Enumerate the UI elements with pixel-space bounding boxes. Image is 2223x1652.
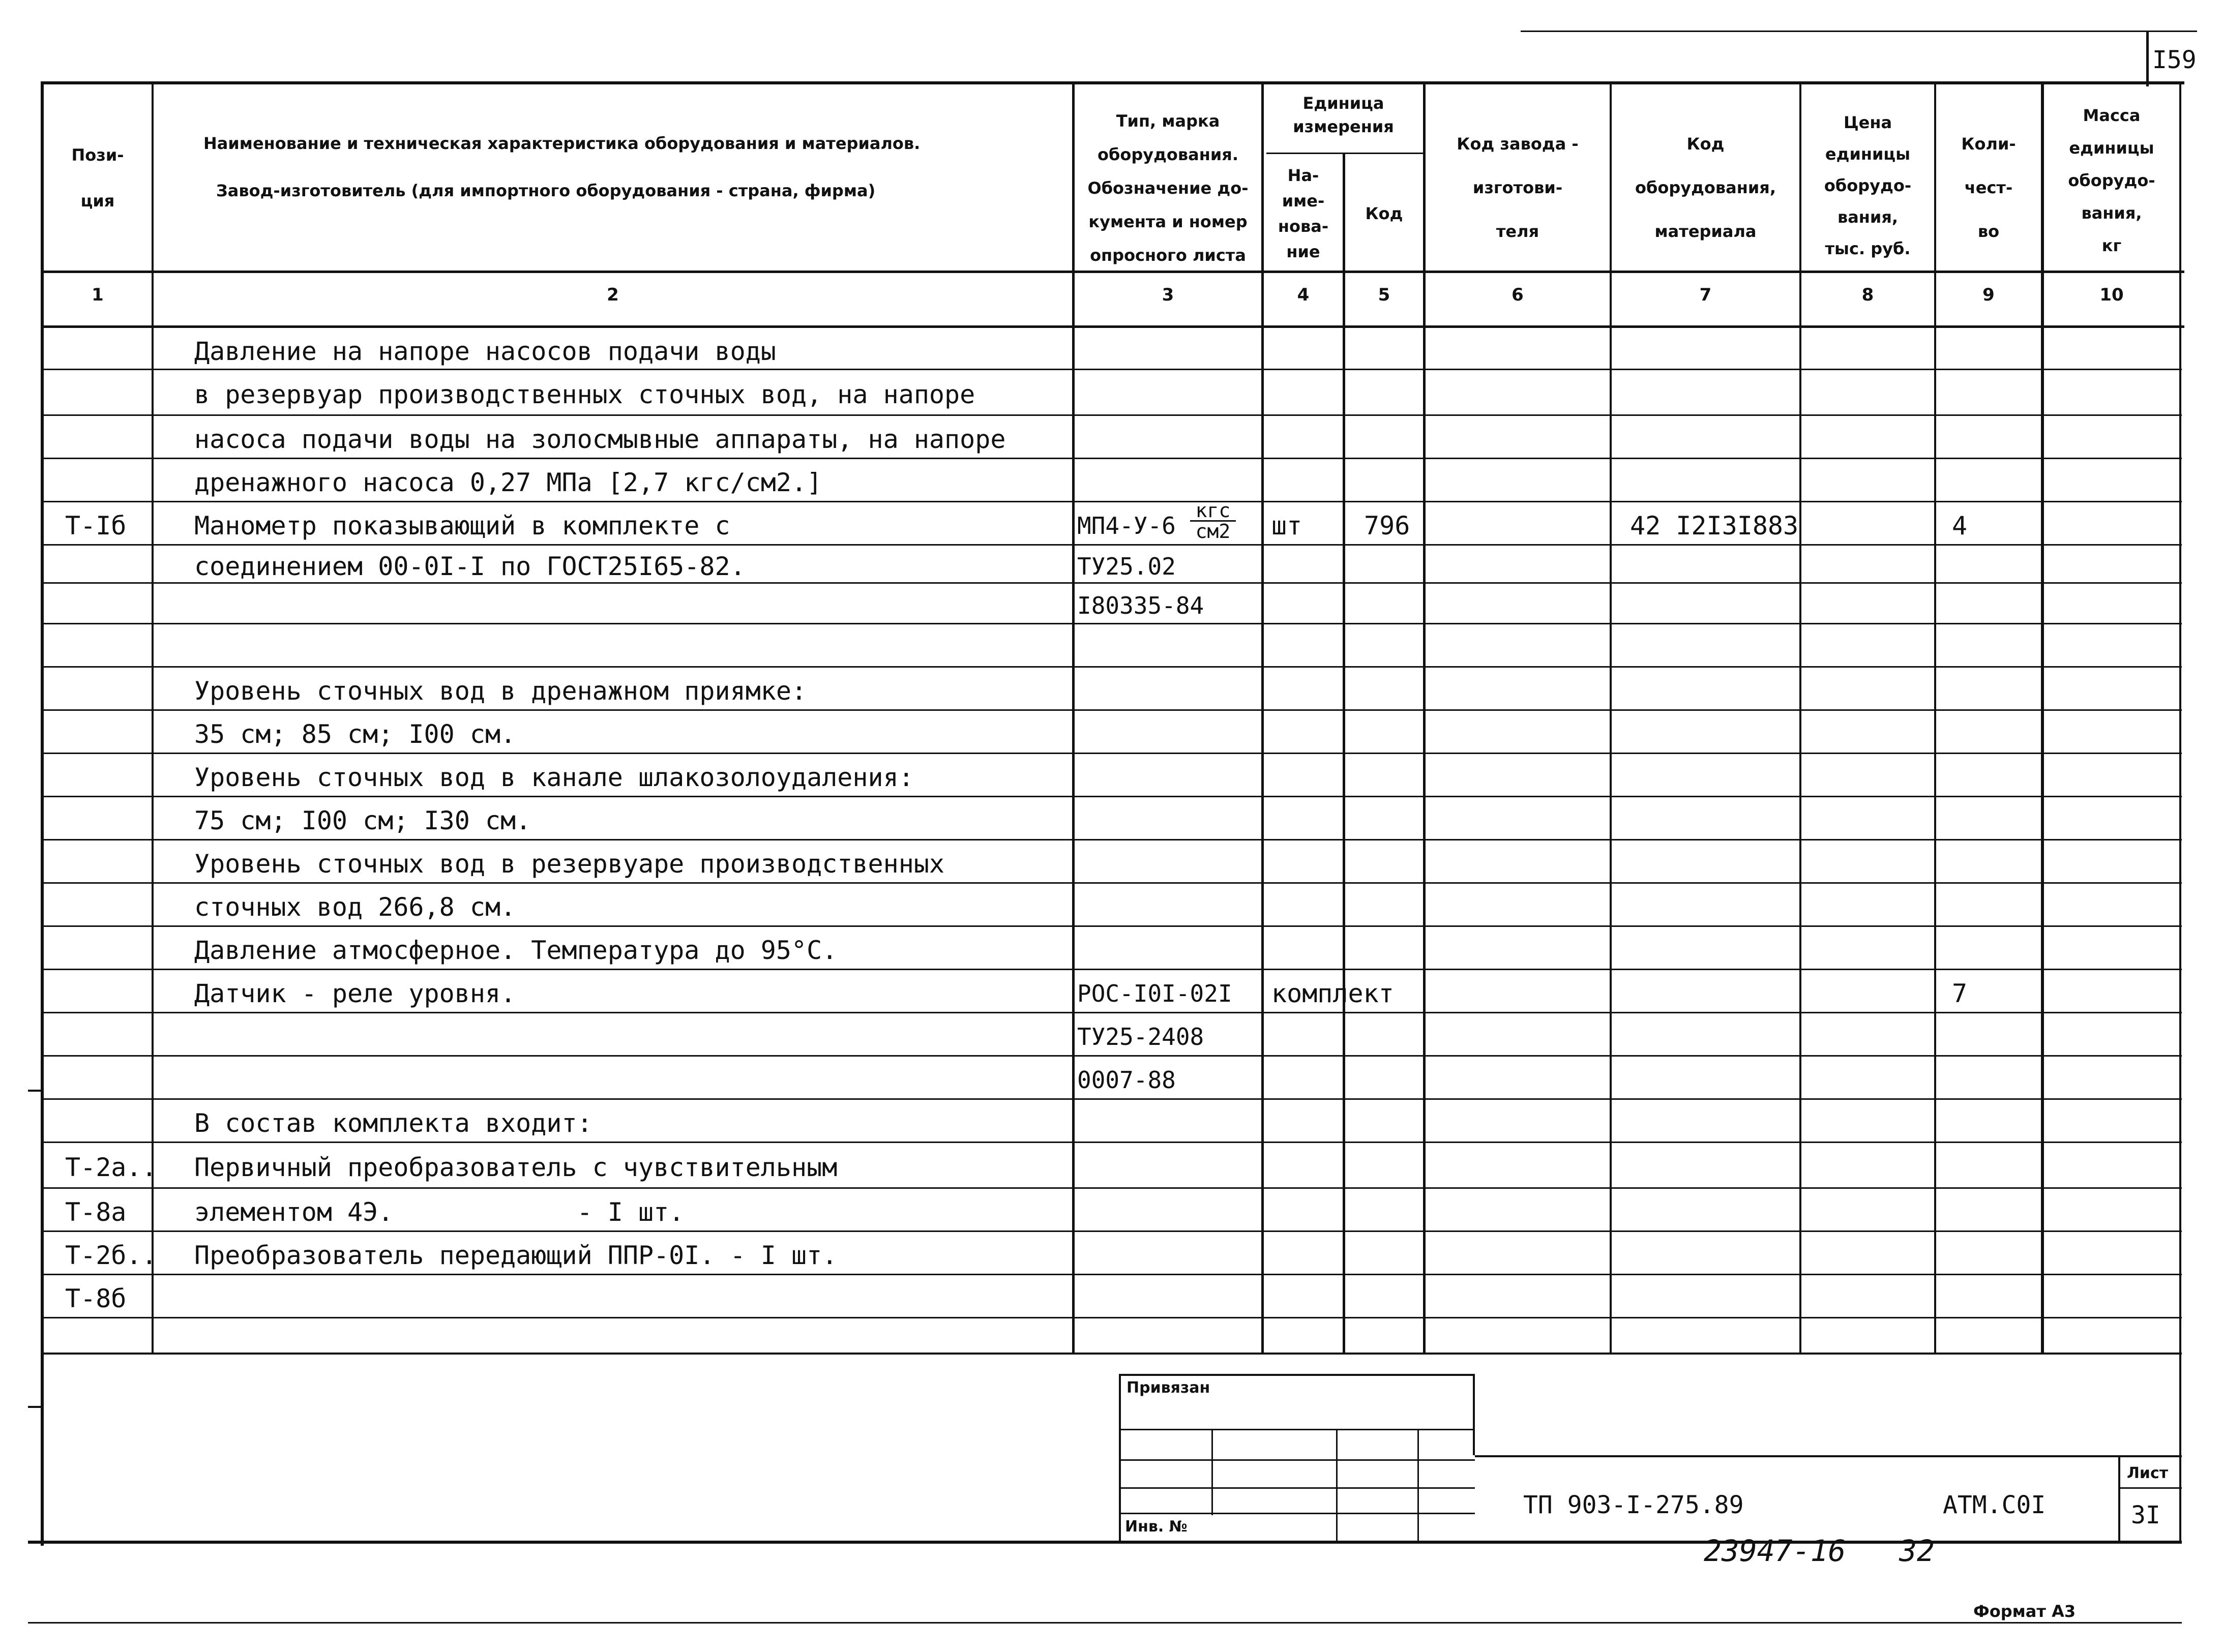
description-cell: соединением 00-0I-I по ГОСТ25I65-82. — [194, 552, 746, 581]
quantity-cell: 7 — [1952, 979, 1968, 1008]
row-divider — [41, 501, 2182, 502]
position-cell: Т-Iб — [65, 511, 127, 540]
row-divider — [41, 1230, 2182, 1232]
col-2-3-divider — [1072, 81, 1075, 1353]
header-type: Тип, марка оборудования. Обозначение до- кумента и номер опросного листа — [1087, 111, 1249, 265]
column-number-4: 4 — [1297, 285, 1310, 305]
stamp-line-1 — [1119, 1429, 1475, 1430]
header-mass: Масса единицы оборудо- вания, кг — [2068, 106, 2155, 255]
equipment-code-cell: 42 I2I3I883 — [1630, 511, 1799, 540]
margin-tick-1 — [28, 1090, 41, 1092]
list-box-mid — [2118, 1487, 2182, 1489]
col-3-4-divider — [1261, 81, 1264, 1353]
description-cell: Преобразователь передающий ППР-0I. - I шт. — [194, 1241, 838, 1270]
row-divider — [41, 1317, 2182, 1318]
description-cell: элементом 4Э. - I шт. — [194, 1197, 685, 1227]
type-cell: РОС-I0I-02I — [1077, 980, 1232, 1007]
sheet-number: I59 — [2152, 46, 2197, 74]
col-8-9-divider — [1934, 81, 1936, 1353]
description-cell: 75 см; I00 см; I30 см. — [194, 806, 531, 835]
unit-name-cell: шт — [1271, 511, 1302, 540]
description-cell: сточных вод 266,8 см. — [194, 892, 516, 922]
body-bottom-border — [41, 1353, 2182, 1355]
row-divider — [41, 623, 2182, 624]
header-unit-group: Единица измерения — [1293, 94, 1394, 136]
row-divider — [41, 709, 2182, 711]
stamp-top — [1119, 1374, 1475, 1376]
row-divider — [41, 1098, 2182, 1100]
quantity-cell: 4 — [1952, 511, 1968, 540]
description-cell: Уровень сточных вод в резервуаре производственных — [194, 849, 945, 879]
type-cell: 0007-88 — [1077, 1066, 1176, 1094]
format-line — [28, 1622, 2182, 1624]
column-number-2: 2 — [607, 285, 619, 305]
header-price: Цена единицы оборудо- вания, тыс. руб. — [1824, 113, 1912, 258]
type-cell: I80335-84 — [1077, 592, 1204, 619]
header-name-line2: Завод-изготовитель (для импортного оборудования - страна, фирма) — [216, 181, 876, 200]
position-cell: Т-2а.. — [65, 1153, 157, 1182]
column-number-7: 7 — [1699, 285, 1712, 305]
pressure-unit-fraction — [1190, 501, 1236, 541]
sheet-number-box-left — [2146, 31, 2149, 86]
description-cell: насоса подачи воды на золосмывные аппараты, на напоре — [194, 425, 1006, 454]
row-divider — [41, 1187, 2182, 1189]
type-cell: ТУ25.02 — [1077, 553, 1176, 580]
margin-tick-2 — [28, 1406, 41, 1408]
body-right-border-bottom — [2179, 1353, 2181, 1543]
table-top-border — [41, 81, 2184, 84]
column-number-6: 6 — [1511, 285, 1524, 305]
stamp-col-2 — [1336, 1429, 1338, 1542]
unit-subheader-line — [1266, 153, 1424, 154]
bound-label: Привязан — [1127, 1379, 1210, 1397]
column-number-3: 3 — [1162, 285, 1174, 305]
document-code: ТП 903-I-275.89 — [1523, 1491, 1744, 1519]
row-divider — [41, 458, 2182, 459]
table-right-border — [2179, 81, 2181, 1353]
header-equipment-code: Код оборудования, материала — [1635, 134, 1776, 241]
colnum-bottom-border — [41, 325, 2184, 328]
header-quantity: Коли- чест- во — [1961, 134, 2016, 241]
inventory-label: Инв. № — [1125, 1518, 1188, 1536]
row-divider — [41, 1142, 2182, 1143]
description-cell: В состав комплекта входит: — [194, 1108, 592, 1138]
column-number-9: 9 — [1982, 285, 1995, 305]
position-cell: Т-2б.. — [65, 1241, 157, 1270]
stamp-left — [1119, 1374, 1121, 1542]
position-cell: Т-8а — [65, 1197, 127, 1227]
row-divider — [41, 839, 2182, 840]
header-factory-code: Код завода - изготови- теля — [1457, 134, 1579, 241]
stamp-right — [1473, 1374, 1475, 1455]
handwritten-number: 23947-16 32 — [1704, 1534, 1935, 1568]
row-divider — [41, 1274, 2182, 1275]
header-unit-name: На- име- нова- ние — [1278, 166, 1329, 261]
stamp-col-1 — [1211, 1429, 1213, 1515]
column-number-5: 5 — [1378, 285, 1390, 305]
col-7-8-divider — [1799, 81, 1801, 1353]
list-box-left — [2118, 1455, 2120, 1542]
header-name-line1: Наименование и техническая характеристика оборудования и материалов. — [203, 134, 921, 153]
row-divider — [41, 544, 2182, 546]
fraction-denominator: см2 — [1195, 520, 1231, 543]
row-divider — [41, 925, 2182, 927]
col-5-6-divider — [1423, 81, 1426, 1353]
stamp-line-2 — [1119, 1459, 1475, 1461]
header-unit-code: Код — [1365, 204, 1403, 223]
sheet-code: АТМ.С0I — [1943, 1491, 2046, 1519]
column-number-1: 1 — [92, 285, 104, 305]
header-position: Пози- ция — [71, 145, 124, 211]
description-cell: Уровень сточных вод в дренажном приямке: — [194, 676, 807, 706]
description-cell: дренажного насоса 0,27 МПа [2,7 кгс/см2.] — [194, 468, 822, 497]
column-number-8: 8 — [1861, 285, 1874, 305]
type-cell: ТУ25-2408 — [1077, 1023, 1204, 1050]
row-divider — [41, 1012, 2182, 1013]
stamp-line-4 — [1119, 1513, 1475, 1514]
unit-name-cell: комплект — [1271, 979, 1394, 1008]
row-divider — [41, 1055, 2182, 1057]
position-cell: Т-8б — [65, 1284, 127, 1313]
titleblock-top — [1475, 1455, 2182, 1457]
row-divider — [41, 796, 2182, 797]
row-divider — [41, 369, 2182, 370]
description-cell: Манометр показывающий в комплекте с — [194, 511, 730, 540]
row-divider — [41, 753, 2182, 754]
description-cell: 35 см; 85 см; I00 см. — [194, 719, 516, 749]
list-label: Лист — [2127, 1464, 2169, 1482]
row-divider — [41, 969, 2182, 970]
type-cell: МП4-У-6 — [1077, 512, 1176, 539]
description-cell: в резервуар производственных сточных вод, на напоре — [194, 380, 975, 409]
format-label: Формат А3 — [1973, 1602, 2076, 1621]
fraction-numerator: кгс — [1190, 501, 1236, 522]
row-divider — [41, 882, 2182, 884]
col-6-7-divider — [1610, 81, 1612, 1353]
description-cell: Уровень сточных вод в канале шлакозолоудаления: — [194, 763, 914, 792]
description-cell: Первичный преобразователь с чувствительным — [194, 1153, 838, 1182]
description-cell: Давление на напоре насосов подачи воды — [194, 337, 776, 366]
description-cell: Давление атмосферное. Температура до 95°С. — [194, 936, 838, 965]
row-divider — [41, 582, 2182, 584]
description-cell: Датчик - реле уровня. — [194, 979, 516, 1008]
stamp-col-3 — [1417, 1429, 1419, 1542]
column-number-10: 10 — [2099, 285, 2124, 305]
row-divider — [41, 666, 2182, 668]
unit-code-cell: 796 — [1364, 511, 1410, 540]
col-9-10-divider — [2041, 81, 2044, 1353]
top-thin-line — [1521, 31, 2197, 32]
stamp-line-3 — [1119, 1487, 1475, 1489]
list-number: 3I — [2131, 1501, 2160, 1529]
row-divider — [41, 414, 2182, 416]
